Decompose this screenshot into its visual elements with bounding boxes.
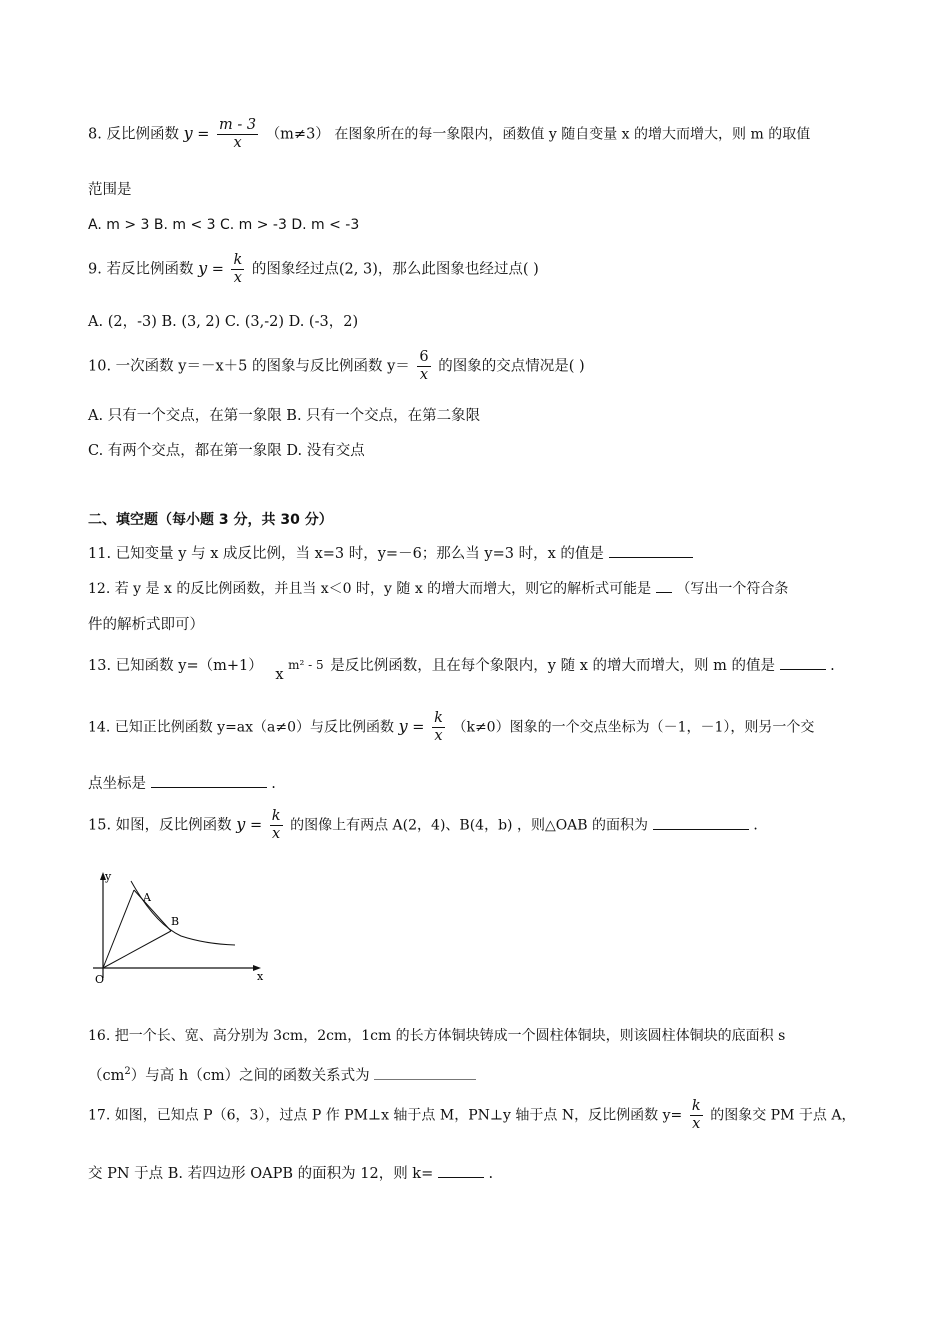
q15-fraction: [270, 808, 283, 843]
q13-prefix: 13. 已知函数 y=（m+1）: [88, 658, 263, 674]
q15-end: .: [753, 817, 758, 834]
q17-end: .: [488, 1166, 494, 1182]
q8-line2: 范围是: [88, 182, 132, 198]
q12-line2: 件的解析式即可）: [88, 617, 204, 633]
figure-segment-ob: [103, 931, 171, 968]
q13-end: .: [830, 658, 835, 674]
q10-fraction: [417, 349, 430, 384]
q13-answer-blank[interactable]: [780, 655, 826, 670]
q8-denominator: x: [233, 135, 242, 151]
q14-answer-blank[interactable]: [151, 773, 267, 788]
q17-text: 的图象交 PM 于点 A，: [710, 1107, 856, 1124]
q13-base: x: [275, 667, 284, 683]
q16-cont-post: ）与高 h（cm）之间的函数关系式为: [130, 1067, 370, 1084]
q12-text: 12. 若 y 是 x 的反比例函数，并且当 x＜0 时，y 随 x 的增大而增大，则它的解析式可能是: [88, 581, 652, 597]
q9-fraction: [231, 252, 244, 287]
q13-exponent: m² - 5: [288, 658, 324, 672]
q14-end: .: [271, 776, 276, 792]
q17-line2: [88, 1163, 493, 1184]
q16-line1: 16. 把一个长、宽、高分别为 3cm，2cm，1cm 的长方体铜块铸成一个圆柱体铜块，则该圆柱体铜块的底面积 s: [88, 1028, 786, 1044]
q10-numerator: 6: [419, 349, 429, 365]
q16-line2: [88, 1062, 476, 1086]
q10-options-ab: A. 只有一个交点，在第一象限 B. 只有一个交点，在第二象限: [88, 408, 481, 424]
q15-denominator: x: [272, 826, 281, 842]
q14-prefix: 14. 已知正比例函数 y=ax（a≠0）与反比例函数: [88, 719, 395, 736]
figure-label-x: x: [257, 970, 264, 983]
section-title: 二、填空题（每小题 3 分，共 30 分）: [88, 512, 333, 528]
q15-line: [88, 808, 758, 843]
q17-numerator: k: [691, 1098, 701, 1114]
q15-prefix: 15. 如图，反比例函数: [88, 817, 232, 834]
q8-equals: =: [197, 126, 210, 143]
q9-prefix: 9. 若反比例函数: [88, 261, 194, 278]
q9-denominator: x: [233, 270, 242, 286]
q8-prefix: 8. 反比例函数: [88, 126, 179, 143]
q16-cont-pre: （cm: [88, 1067, 125, 1084]
q8-y: y: [183, 123, 193, 143]
q14-line1: [88, 710, 814, 745]
q12-text-post: （写出一个符合条: [676, 581, 789, 597]
q15-y: y: [236, 814, 246, 834]
q11-line: [88, 543, 693, 564]
q15-equals: =: [249, 817, 263, 834]
q8-condition: （m≠3）: [265, 126, 330, 143]
q9-equals: =: [211, 261, 224, 278]
q11-text: 11. 已知变量 y 与 x 成反比例，当 x=3 时，y=－6；那么当 y=3 时，x 的值是: [88, 546, 604, 562]
q8-line1: [88, 117, 810, 152]
q14-numerator: k: [434, 710, 443, 726]
q8-options: A. m > 3 B. m < 3 C. m > -3 D. m < -3: [88, 217, 360, 233]
q14-line2: [88, 773, 276, 794]
q14-equals: =: [412, 719, 425, 736]
q8-numerator: m - 3: [218, 117, 257, 133]
q9-line: [88, 252, 539, 287]
q12-line1: [88, 578, 788, 599]
q14-fraction: [432, 710, 445, 745]
q16-superscript: 2: [124, 1066, 131, 1077]
q8-fraction: [217, 117, 258, 152]
figure-segment-ab: [134, 890, 171, 931]
q8-text: 在图象所在的每一象限内，函数值 y 随自变量 x 的增大而增大，则 m 的取值: [334, 126, 811, 143]
q15-numerator: k: [271, 808, 281, 824]
q10-line: [88, 349, 585, 384]
q17-denominator: x: [692, 1116, 701, 1132]
q14-text: （k≠0）图象的一个交点坐标为（－1，－1），则另一个交: [452, 719, 815, 736]
q14-denominator: x: [434, 728, 443, 744]
q9-numerator: k: [233, 252, 243, 268]
q9-options: A. (2，-3) B. (3, 2) C. (3,-2) D. (-3，2): [88, 314, 359, 330]
q9-y: y: [198, 258, 208, 278]
q15-answer-blank[interactable]: [653, 815, 749, 830]
q10-denominator: x: [419, 367, 429, 383]
figure-label-a: A: [143, 891, 151, 904]
q13-line: [88, 655, 835, 683]
q12-answer-blank[interactable]: [656, 578, 672, 593]
q10-prefix: 10. 一次函数 y＝－x＋5 的图象与反比例函数 y＝: [88, 358, 410, 375]
q17-fraction: [690, 1098, 703, 1133]
figure-label-y: y: [105, 870, 112, 883]
figure-label-o: O: [95, 973, 105, 986]
q13-power: [275, 656, 324, 683]
q17-cont: 交 PN 于点 B. 若四边形 OAPB 的面积为 12，则 k=: [88, 1166, 434, 1182]
q9-text: 的图象经过点(2, 3)，那么此图象也经过点( ): [251, 261, 539, 278]
q11-answer-blank[interactable]: [609, 543, 693, 558]
q10-options-cd: C. 有两个交点，都在第一象限 D. 没有交点: [88, 443, 365, 459]
figure-label-b: B: [171, 915, 180, 928]
q14-y: y: [398, 716, 408, 736]
q17-line1: [88, 1098, 855, 1133]
q15-figure: [85, 868, 275, 993]
figure-segment-oa: [103, 890, 134, 968]
q10-text: 的图象的交点情况是( ): [438, 358, 585, 375]
q16-answer-blank[interactable]: [374, 1065, 476, 1080]
q17-answer-blank[interactable]: [438, 1163, 484, 1178]
q14-cont: 点坐标是: [88, 776, 146, 792]
q17-prefix: 17. 如图，已知点 P（6，3），过点 P 作 PM⊥x 轴于点 M，PN⊥y 轴于点 N，反比例函数 y=: [88, 1107, 683, 1124]
q13-text: 是反比例函数，且在每个象限内，y 随 x 的增大而增大，则 m 的值是: [330, 658, 775, 674]
q15-text: 的图像上有两点 A(2，4)、B(4，b) ，则△OAB 的面积为: [290, 817, 649, 834]
